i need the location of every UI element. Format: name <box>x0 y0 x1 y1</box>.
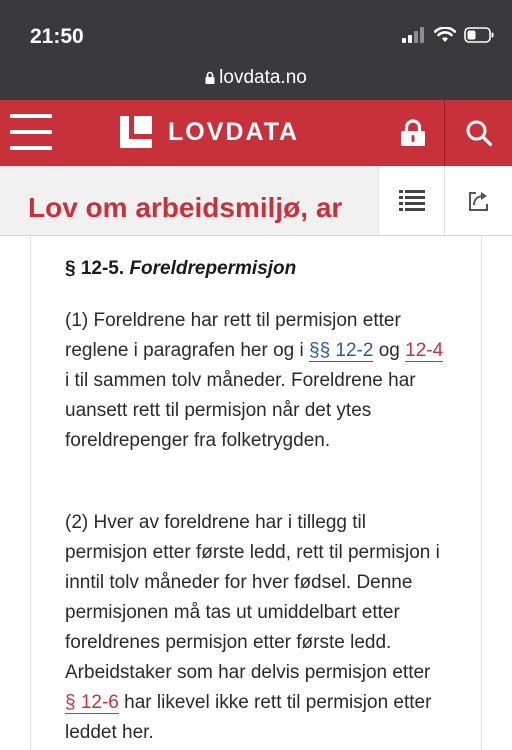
law-reference-link[interactable]: § 12-6 <box>65 692 119 713</box>
status-icons <box>402 27 494 43</box>
lock-icon <box>399 119 427 147</box>
paragraph-text: har likevel ikke rett til permisjon etter leddet her. <box>65 692 432 743</box>
login-button[interactable] <box>382 100 444 166</box>
status-bar <box>0 0 512 100</box>
wifi-icon <box>434 27 456 43</box>
search-icon <box>465 119 493 147</box>
lovdata-logo-icon <box>120 116 152 148</box>
lock-icon <box>205 71 215 84</box>
paragraph-text: (2) Hver av foreldrene har i tillegg til permisjon etter første ledd, rett til permisjon i inntil tolv måneder for hver fødsel. Denne permisjonen må tas ut umiddelbart etter foreldrenes permisjon etter første ledd. Arbeidstaker som har delvis permisjon etter <box>65 512 440 683</box>
section-heading <box>65 258 296 280</box>
status-time: 21:50 <box>30 25 84 48</box>
paragraph-text: (1) Foreldrene har rett til permisjon etter reglene i paragrafen her og i <box>65 310 401 361</box>
hamburger-icon <box>10 146 52 150</box>
document-title: Lov om arbeidsmiljø, ar <box>28 192 343 223</box>
battery-icon <box>464 27 494 43</box>
signal-icon <box>402 27 426 43</box>
url-text: lovdata.no <box>219 67 307 88</box>
law-reference-link[interactable]: 12-4 <box>405 340 444 361</box>
list-icon <box>399 189 425 213</box>
hamburger-icon <box>10 114 52 118</box>
lovdata-logo[interactable] <box>120 116 299 148</box>
document-title-bar <box>0 166 512 236</box>
law-reference-link[interactable]: §§ 12-2 <box>309 340 374 361</box>
section-paragraph-2 <box>65 508 445 748</box>
paragraph-text: i til sammen tolv måneder. Foreldrene har uansett rett til permisjon når det ytes foreldrepenger fra folketrygden. <box>65 370 416 451</box>
search-button[interactable] <box>445 100 512 166</box>
top-navbar <box>0 100 512 166</box>
section-number: § 12-5. <box>65 258 125 279</box>
section-name: Foreldrepermisjon <box>129 258 297 279</box>
share-button[interactable] <box>444 166 512 235</box>
law-content <box>30 236 482 750</box>
section-paragraph-1 <box>65 306 445 456</box>
address-bar[interactable] <box>0 67 512 89</box>
share-icon <box>468 190 490 212</box>
table-of-contents-button[interactable] <box>378 166 444 235</box>
paragraph-text: og <box>373 340 406 361</box>
hamburger-icon <box>10 130 52 134</box>
logo-text: LOVDATA <box>168 117 300 146</box>
menu-button[interactable] <box>10 112 54 154</box>
